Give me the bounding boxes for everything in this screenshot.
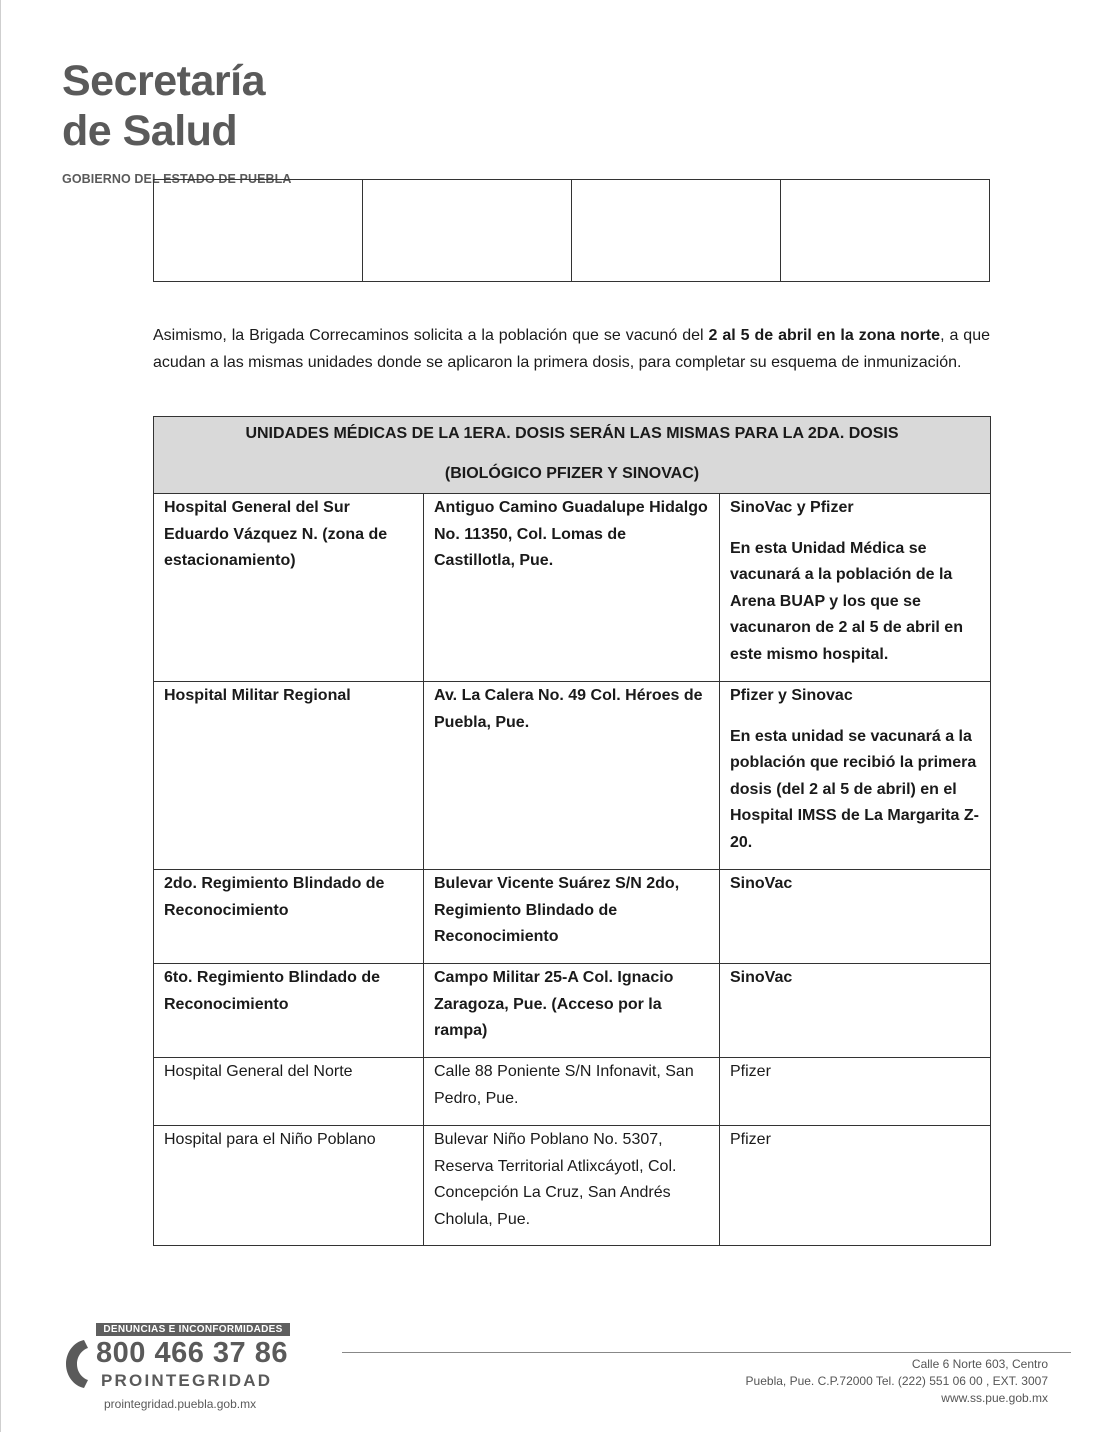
table-row (154, 494, 991, 682)
unit-vaccine-cell (720, 494, 991, 682)
unit-address: Calle 88 Poniente S/N Infonavit, San Pedro, Pue. (424, 1058, 720, 1126)
unit-note: En esta Unidad Médica se vacunará a la población de la Arena BUAP y los que se vacunaron de 2 al 5 de abril en este mismo hospital. (730, 539, 963, 663)
unit-vaccine: SinoVac (720, 870, 991, 964)
unit-name: Hospital General del Sur Eduardo Vázquez N. (zona de estacionamiento) (154, 494, 424, 682)
unit-address: Bulevar Vicente Suárez S/N 2do, Regimiento Blindado de Reconocimiento (424, 870, 720, 964)
empty-table (153, 179, 990, 282)
prointegridad-url: prointegridad.puebla.gob.mx (104, 1397, 257, 1411)
empty-cell (363, 180, 572, 282)
unit-vaccine: Pfizer y Sinovac (730, 687, 853, 704)
medical-units-table (153, 416, 991, 1246)
footer-address (746, 1356, 1048, 1407)
para-text-1: Asimismo, la Brigada Correcaminos solicita a la población que se vacunó del (153, 327, 709, 344)
unit-address: Bulevar Niño Poblano No. 5307, Reserva Territorial Atlixcáyotl, Col. Concepción La Cruz, San Andrés Cholula, Pue. (424, 1126, 720, 1246)
unit-vaccine: SinoVac y Pfizer (730, 499, 854, 516)
unit-vaccine: SinoVac (720, 964, 991, 1058)
table-row (154, 870, 991, 964)
table-row (154, 1126, 991, 1246)
secretaria-salud-logo (62, 56, 292, 186)
table-title-cell (154, 417, 991, 494)
unit-name: Hospital General del Norte (154, 1058, 424, 1126)
table-row (154, 682, 991, 870)
website: www.ss.pue.gob.mx (941, 1391, 1048, 1405)
unit-name: 6to. Regimiento Blindado de Reconocimiento (154, 964, 424, 1058)
page-edge (0, 0, 1, 1432)
unit-name: Hospital Militar Regional (154, 682, 424, 870)
table-row (154, 964, 991, 1058)
denuncias-banner: DENUNCIAS E INCONFORMIDADES (96, 1323, 290, 1336)
unit-note: En esta unidad se vacunará a la población que recibió la primera dosis (del 2 al 5 de abril) en el Hospital IMSS de La Margarita Z-20. (730, 727, 979, 851)
logo-line-1: Secretaría (62, 57, 265, 105)
logo-line-2: de Salud (62, 107, 238, 155)
phone-number: 800 466 37 86 (96, 1337, 288, 1369)
table-title: UNIDADES MÉDICAS DE LA 1ERA. DOSIS SERÁN LAS MISMAS PARA LA 2DA. DOSIS (245, 425, 899, 442)
unit-name: Hospital para el Niño Poblano (154, 1126, 424, 1246)
table-row (154, 1058, 991, 1126)
unit-address: Campo Militar 25-A Col. Ignacio Zaragoza, Pue. (Acceso por la rampa) (424, 964, 720, 1058)
prointegridad-label: PROINTEGRIDAD (101, 1371, 273, 1390)
address-line-1: Calle 6 Norte 603, Centro (911, 1357, 1048, 1371)
intro-paragraph (153, 323, 990, 376)
unit-address: Av. La Calera No. 49 Col. Héroes de Puebla, Pue. (424, 682, 720, 870)
unit-vaccine: Pfizer (720, 1058, 991, 1126)
logo-subtitle: GOBIERNO DEL ESTADO DE PUEBLA (62, 172, 292, 186)
empty-cell (781, 180, 990, 282)
unit-vaccine: Pfizer (720, 1126, 991, 1246)
table-header-row (154, 417, 991, 494)
unit-vaccine-cell (720, 682, 991, 870)
table-subtitle: (BIOLÓGICO PFIZER Y SINOVAC) (444, 465, 700, 482)
phone-icon (62, 1336, 94, 1392)
address-line-2: Puebla, Pue. C.P.72000 Tel. (222) 551 06 00 , EXT. 3007 (745, 1374, 1048, 1388)
empty-cell (154, 180, 363, 282)
footer-divider (342, 1352, 1071, 1353)
para-text-2: , a que acudan a las mismas unidades donde se aplicaron la primera dosis, para completar su esquema de inmunización. (153, 327, 990, 371)
para-bold-dates: 2 al 5 de abril en la zona norte (708, 327, 941, 344)
empty-cell (572, 180, 781, 282)
unit-address: Antiguo Camino Guadalupe Hidalgo No. 11350, Col. Lomas de Castillotla, Pue. (424, 494, 720, 682)
unit-name: 2do. Regimiento Blindado de Reconocimiento (154, 870, 424, 964)
